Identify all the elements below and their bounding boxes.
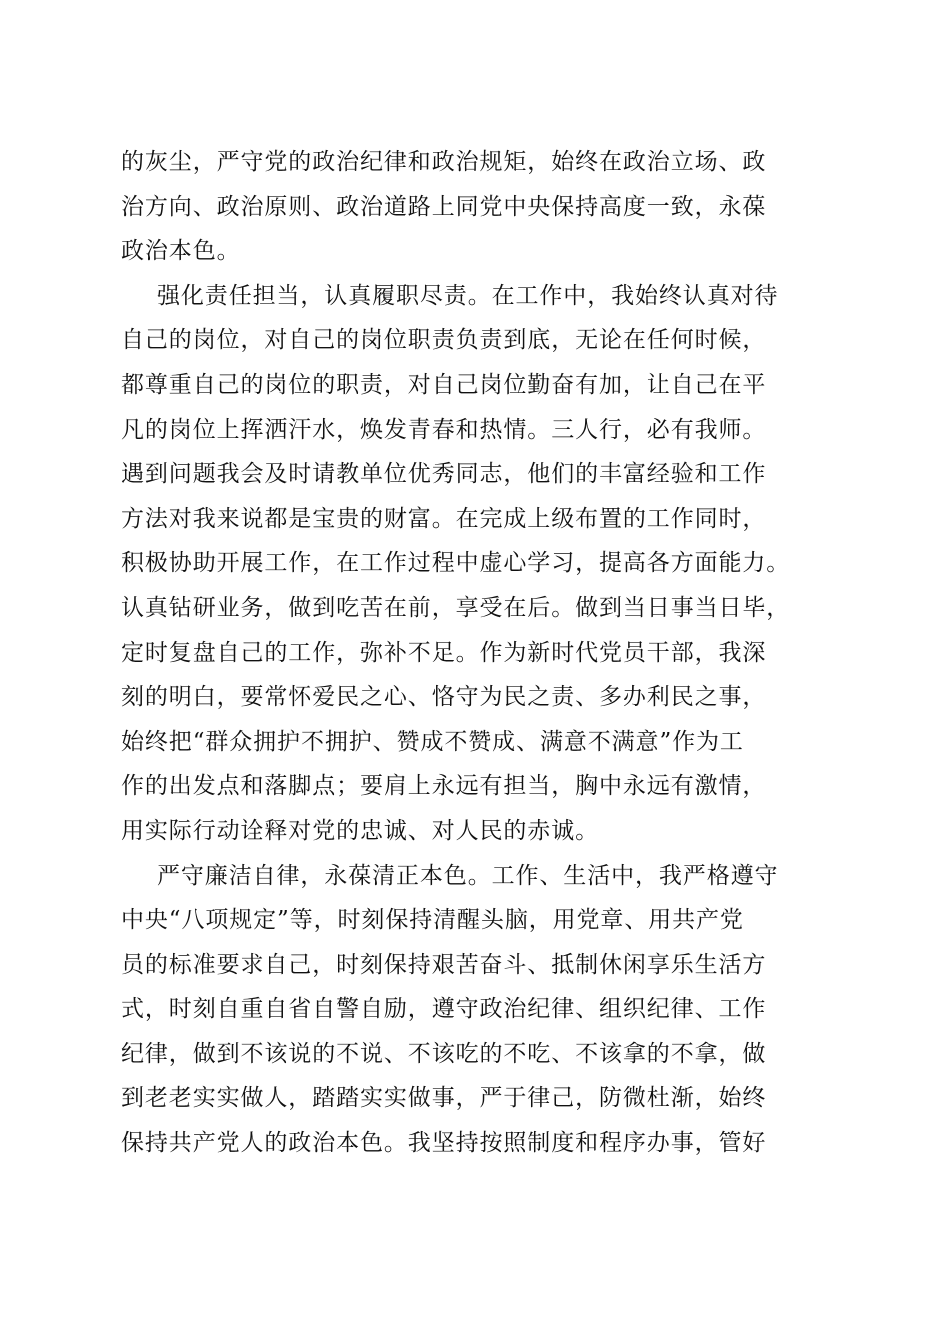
- paragraph-line: 认真钻研业务，做到吃苦在前，享受在后。做到当日事当日毕，: [121, 594, 791, 621]
- paragraph-line: 强化责任担当，认真履职尽责。在工作中，我始终认真对待: [157, 282, 779, 309]
- paragraph-1: [121, 140, 841, 274]
- paragraph-line: 中央“八项规定”等，时刻保持清醒头脑，用党章、用共产党: [121, 907, 744, 934]
- paragraph-line: 员的标准要求自己，时刻保持艰苦奋斗、抵制休闲享乐生活方: [121, 951, 767, 978]
- paragraph-line: 方法对我来说都是宝贵的财富。在完成上级布置的工作同时，: [121, 505, 767, 532]
- paragraph-line: 作的出发点和落脚点；要肩上永远有担当，胸中永远有激情，: [121, 773, 767, 800]
- paragraph-line: 自己的岗位，对自己的岗位职责负责到底，无论在任何时候，: [121, 327, 767, 354]
- paragraph-line: 都尊重自己的岗位的职责，对自己岗位勤奋有加，让自己在平: [121, 371, 767, 398]
- paragraph-line: 纪律，做到不该说的不说、不该吃的不吃、不该拿的不拿，做: [121, 1040, 767, 1067]
- paragraph-2: [121, 274, 841, 854]
- paragraph-line: 定时复盘自己的工作，弥补不足。作为新时代党员干部，我深: [121, 639, 767, 666]
- paragraph-line: 严守廉洁自律，永葆清正本色。工作、生活中，我严格遵守: [157, 862, 779, 889]
- paragraph-line: 始终把“群众拥护不拥护、赞成不赞成、满意不满意”作为工: [121, 728, 744, 755]
- paragraph-line: 用实际行动诠释对党的忠诚、对人民的赤诚。: [121, 817, 599, 844]
- paragraph-3: [121, 854, 841, 1166]
- paragraph-line: 凡的岗位上挥洒汗水，焕发青春和热情。三人行，必有我师。: [121, 416, 767, 443]
- paragraph-line: 到老老实实做人，踏踏实实做事，严于律己，防微杜渐，始终: [121, 1085, 767, 1112]
- paragraph-line: 积极协助开展工作，在工作过程中虚心学习，提高各方面能力。: [121, 550, 791, 577]
- paragraph-line: 的灰尘，严守党的政治纪律和政治规矩，始终在政治立场、政: [121, 149, 767, 175]
- paragraph-line: 遇到问题我会及时请教单位优秀同志，他们的丰富经验和工作: [121, 461, 767, 488]
- paragraph-line: 式，时刻自重自省自警自励，遵守政治纪律、组织纪律、工作: [121, 996, 767, 1023]
- paragraph-line: 政治本色。: [121, 238, 241, 265]
- paragraph-line: 治方向、政治原则、政治道路上同党中央保持高度一致，永葆: [121, 193, 767, 220]
- paragraph-line: 刻的明白，要常怀爱民之心、恪守为民之责、多办利民之事，: [121, 684, 767, 711]
- paragraph-line: 保持共产党人的政治本色。我坚持按照制度和程序办事，管好: [121, 1130, 767, 1157]
- document-body: [121, 140, 841, 1166]
